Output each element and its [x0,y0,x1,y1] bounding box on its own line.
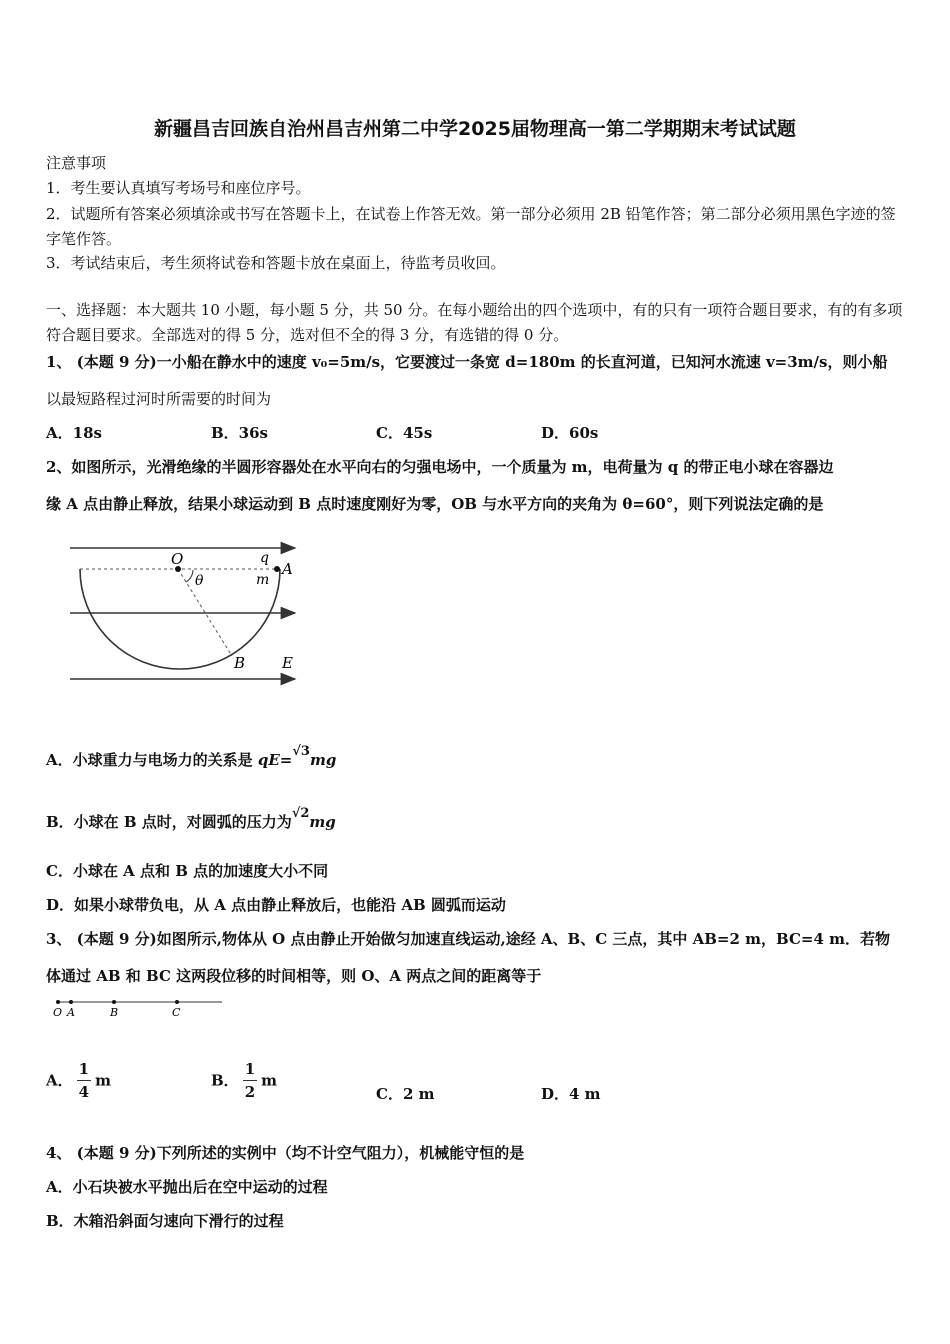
q2-option-a-text: A．小球重力与电场力的关系是 [46,751,258,769]
point-a [69,1000,73,1004]
q2-option-b-text: B．小球在 B 点时，对圆弧的压力为 [46,813,292,831]
notice-item-1: 1．考生要认真填写考场号和座位序号。 [46,179,311,197]
q2-option-b-root: √2 [291,806,310,821]
q2-option-a[interactable] [46,744,337,770]
notice-item-2: 2．试题所有答案必须填涂或书写在答题卡上，在试卷上作答无效。第一部分必须用 2B 铅笔作答；第二部分必须用黑色字迹的签字笔作答。 [46,205,896,248]
q4-option-a[interactable]: A．小石块被水平抛出后在空中运动的过程 [46,1178,328,1196]
q3-option-a-den: 4 [78,1083,90,1101]
charged-ball [274,566,280,572]
label-m: m [256,572,270,588]
q3-option-b-fraction [243,1058,257,1103]
q2-option-a-mg: mg [309,751,337,769]
q3-option-a[interactable] [46,1058,111,1103]
notice-item-3: 3．考试结束后，考生须将试卷和答题卡放在桌面上，待监考员收回。 [46,254,506,272]
q4-option-b[interactable]: B．木箱沿斜面匀速向下滑行的过程 [46,1212,284,1230]
semicircle-arc [80,569,280,669]
angle-arc [186,570,193,582]
label-b: B [234,654,246,672]
q2-text-line2: 缘 A 点由静止释放，结果小球运动到 B 点时速度刚好为零，OB 与水平方向的夹角为 θ=60°，则下列说法定确的是 [46,495,824,513]
q2-option-c[interactable]: C．小球在 A 点和 B 点的加速度大小不同 [46,862,329,880]
q3-text-line2: 体通过 AB 和 BC 这两段位移的时间相等，则 O、A 两点之间的距离等于 [46,967,542,985]
label-b: B [110,1006,119,1019]
label-e: E [282,654,293,672]
q1-text-line1: 1、 (本题 9 分)一小船在静水中的速度 v₀=5m/s，它要渡过一条宽 d=180m 的长直河道，已知河水流速 v=3m/s，则小船 [46,353,888,371]
q1-text-line2: 以最短路程过河时所需要的时间为 [46,390,272,408]
page-title: 新疆昌吉回族自治州昌吉州第二中学2025届物理高一第二学期期末考试试题 [154,118,796,140]
q1-option-c[interactable]: C．45s [376,424,433,442]
q3-option-c[interactable]: C．2 m [376,1085,435,1103]
label-c: C [172,1006,181,1019]
q3-option-a-unit: m [95,1071,111,1090]
q2-option-a-expr: qE= [257,751,293,769]
label-theta: θ [195,573,204,589]
label-o: O [171,550,184,568]
q3-option-a-label: A． [46,1071,73,1090]
q1-option-d[interactable]: D．60s [541,424,599,442]
label-a: A [67,1006,75,1019]
q1-option-b[interactable]: B．36s [211,424,268,442]
q3-option-b-label: B． [211,1071,239,1090]
label-a: A [282,560,293,578]
q3-option-d[interactable]: D．4 m [541,1085,601,1103]
q2-semicircle-figure [60,536,310,696]
point-o [56,1000,60,1004]
label-q: q [260,550,269,566]
q2-option-d[interactable]: D．如果小球带负电，从 A 点由静止释放后，也能沿 AB 圆弧而运动 [46,896,506,914]
point-c [175,1000,179,1004]
q3-option-a-num: 1 [77,1058,91,1081]
section-instructions: 一、选择题：本大题共 10 小题，每小题 5 分，共 50 分。在每小题给出的四个选项中，有的只有一项符合题目要求，有的有多项符合题目要求。全部选对的得 5 分，选对但不全的得 3 分，有选错的得 0 分。 [46,301,903,344]
point-b [112,1000,116,1004]
q4-text-line1: 4、 (本题 9 分)下列所述的实例中（均不计空气阻力），机械能守恒的是 [46,1144,525,1162]
q3-line-figure [48,996,228,1022]
q3-option-b-unit: m [261,1071,277,1090]
q1-option-a[interactable]: A．18s [46,424,102,442]
q3-option-a-fraction [77,1058,91,1103]
q3-option-b-num: 1 [243,1058,257,1081]
q2-option-b-mg: mg [309,813,336,831]
q2-option-b[interactable] [46,806,336,832]
label-o: O [53,1006,63,1019]
q2-text-line1: 2、如图所示，光滑绝缘的半圆形容器处在水平向右的匀强电场中，一个质量为 m，电荷量为 q 的带正电小球在容器边 [46,458,834,476]
q2-option-a-root: √3 [292,744,310,759]
notice-heading: 注意事项 [46,154,107,172]
q3-option-b[interactable] [211,1058,277,1103]
q3-text-line1: 3、 (本题 9 分)如图所示,物体从 O 点由静止开始做匀加速直线运动,途经 A、B、C 三点，其中 AB=2 m，BC=4 m．若物 [46,930,891,948]
q3-option-b-den: 2 [244,1083,256,1101]
